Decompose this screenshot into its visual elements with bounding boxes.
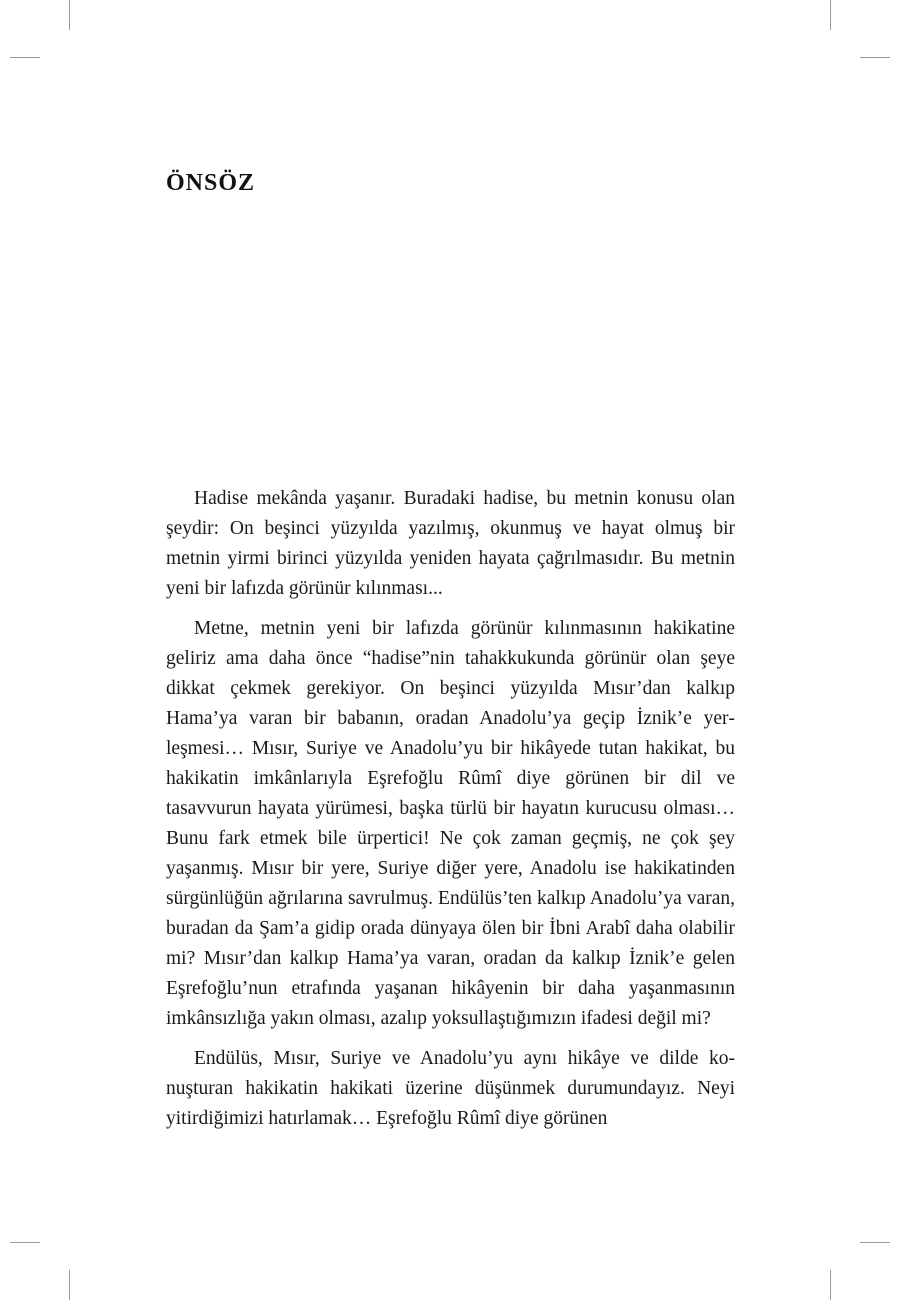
crop-mark-bottom-left [69, 1270, 70, 1300]
page-title: ÖNSÖZ [166, 170, 256, 196]
crop-mark-left-bottom [10, 1242, 40, 1243]
body-text [166, 484, 735, 1144]
crop-mark-left-top [10, 57, 40, 58]
paragraph-1: Hadise mekânda yaşanır. Buradaki hadise, bu metnin konusu olan şeydir: On beşinci yüzyılda yazılmış, okunmuş ve hayat olmuş bir metnin yirmi birinci yüzyılda yeniden hayata çağrılmasıdır. Bu metnin yeni bir lafızda görünür kılınması... [166, 488, 735, 599]
paragraph-3: Endülüs, Mısır, Suriye ve Anadolu’yu aynı hikâye ve dilde konuşturan hakikatin hakikati üzerine düşünmek durumundayız. Neyi yitirdiğimizi hatırlamak… Eşrefoğlu Rûmî diye görünen [166, 1048, 735, 1129]
crop-mark-top-right [830, 0, 831, 30]
crop-mark-top-left [69, 0, 70, 30]
paragraph-2: Metne, metnin yeni bir lafızda görünür kılınmasının hakikatine geliriz ama daha önce “hadise”nin tahakkukunda görünür olan şeye dikkat çekmek gerekiyor. On beşinci yüzyılda Mısır’dan kalkıp Hama’ya varan bir babanın, oradan Anadolu’ya geçip İznik’e yerleşmesi… Mısır, Suriye ve Anadolu’yu bir hikâyede tutan hakikat, bu hakikatin imkânlarıyla Eşrefoğlu Rûmî diye görünen bir dil ve tasavvurun hayata yürümesi, başka türlü bir hayatın kurucusu olması… Bunu fark etmek bile ürpertici! Ne çok zaman geçmiş, ne çok şey yaşanmış. Mısır bir yere, Suriye diğer yere, Anadolu ise hakikatinden sürgünlüğün ağrılarına savrulmuş. Endülüs’ten kalkıp Anadolu’ya varan, buradan da Şam’a gidip orada dünyaya ölen bir İbni Arabî daha olabilir mi? Mısır’dan kalkıp Hama’ya varan, oradan da kalkıp İznik’e gelen Eşrefoğlu’nun etrafında yaşanan hikâyenin bir daha yaşanmasının imkânsızlığa yakın olması, azalıp yoksullaştığımızın ifadesi değil mi? [166, 618, 735, 1029]
crop-mark-right-bottom [860, 1242, 890, 1243]
crop-mark-right-top [860, 57, 890, 58]
crop-mark-bottom-right [830, 1270, 831, 1300]
